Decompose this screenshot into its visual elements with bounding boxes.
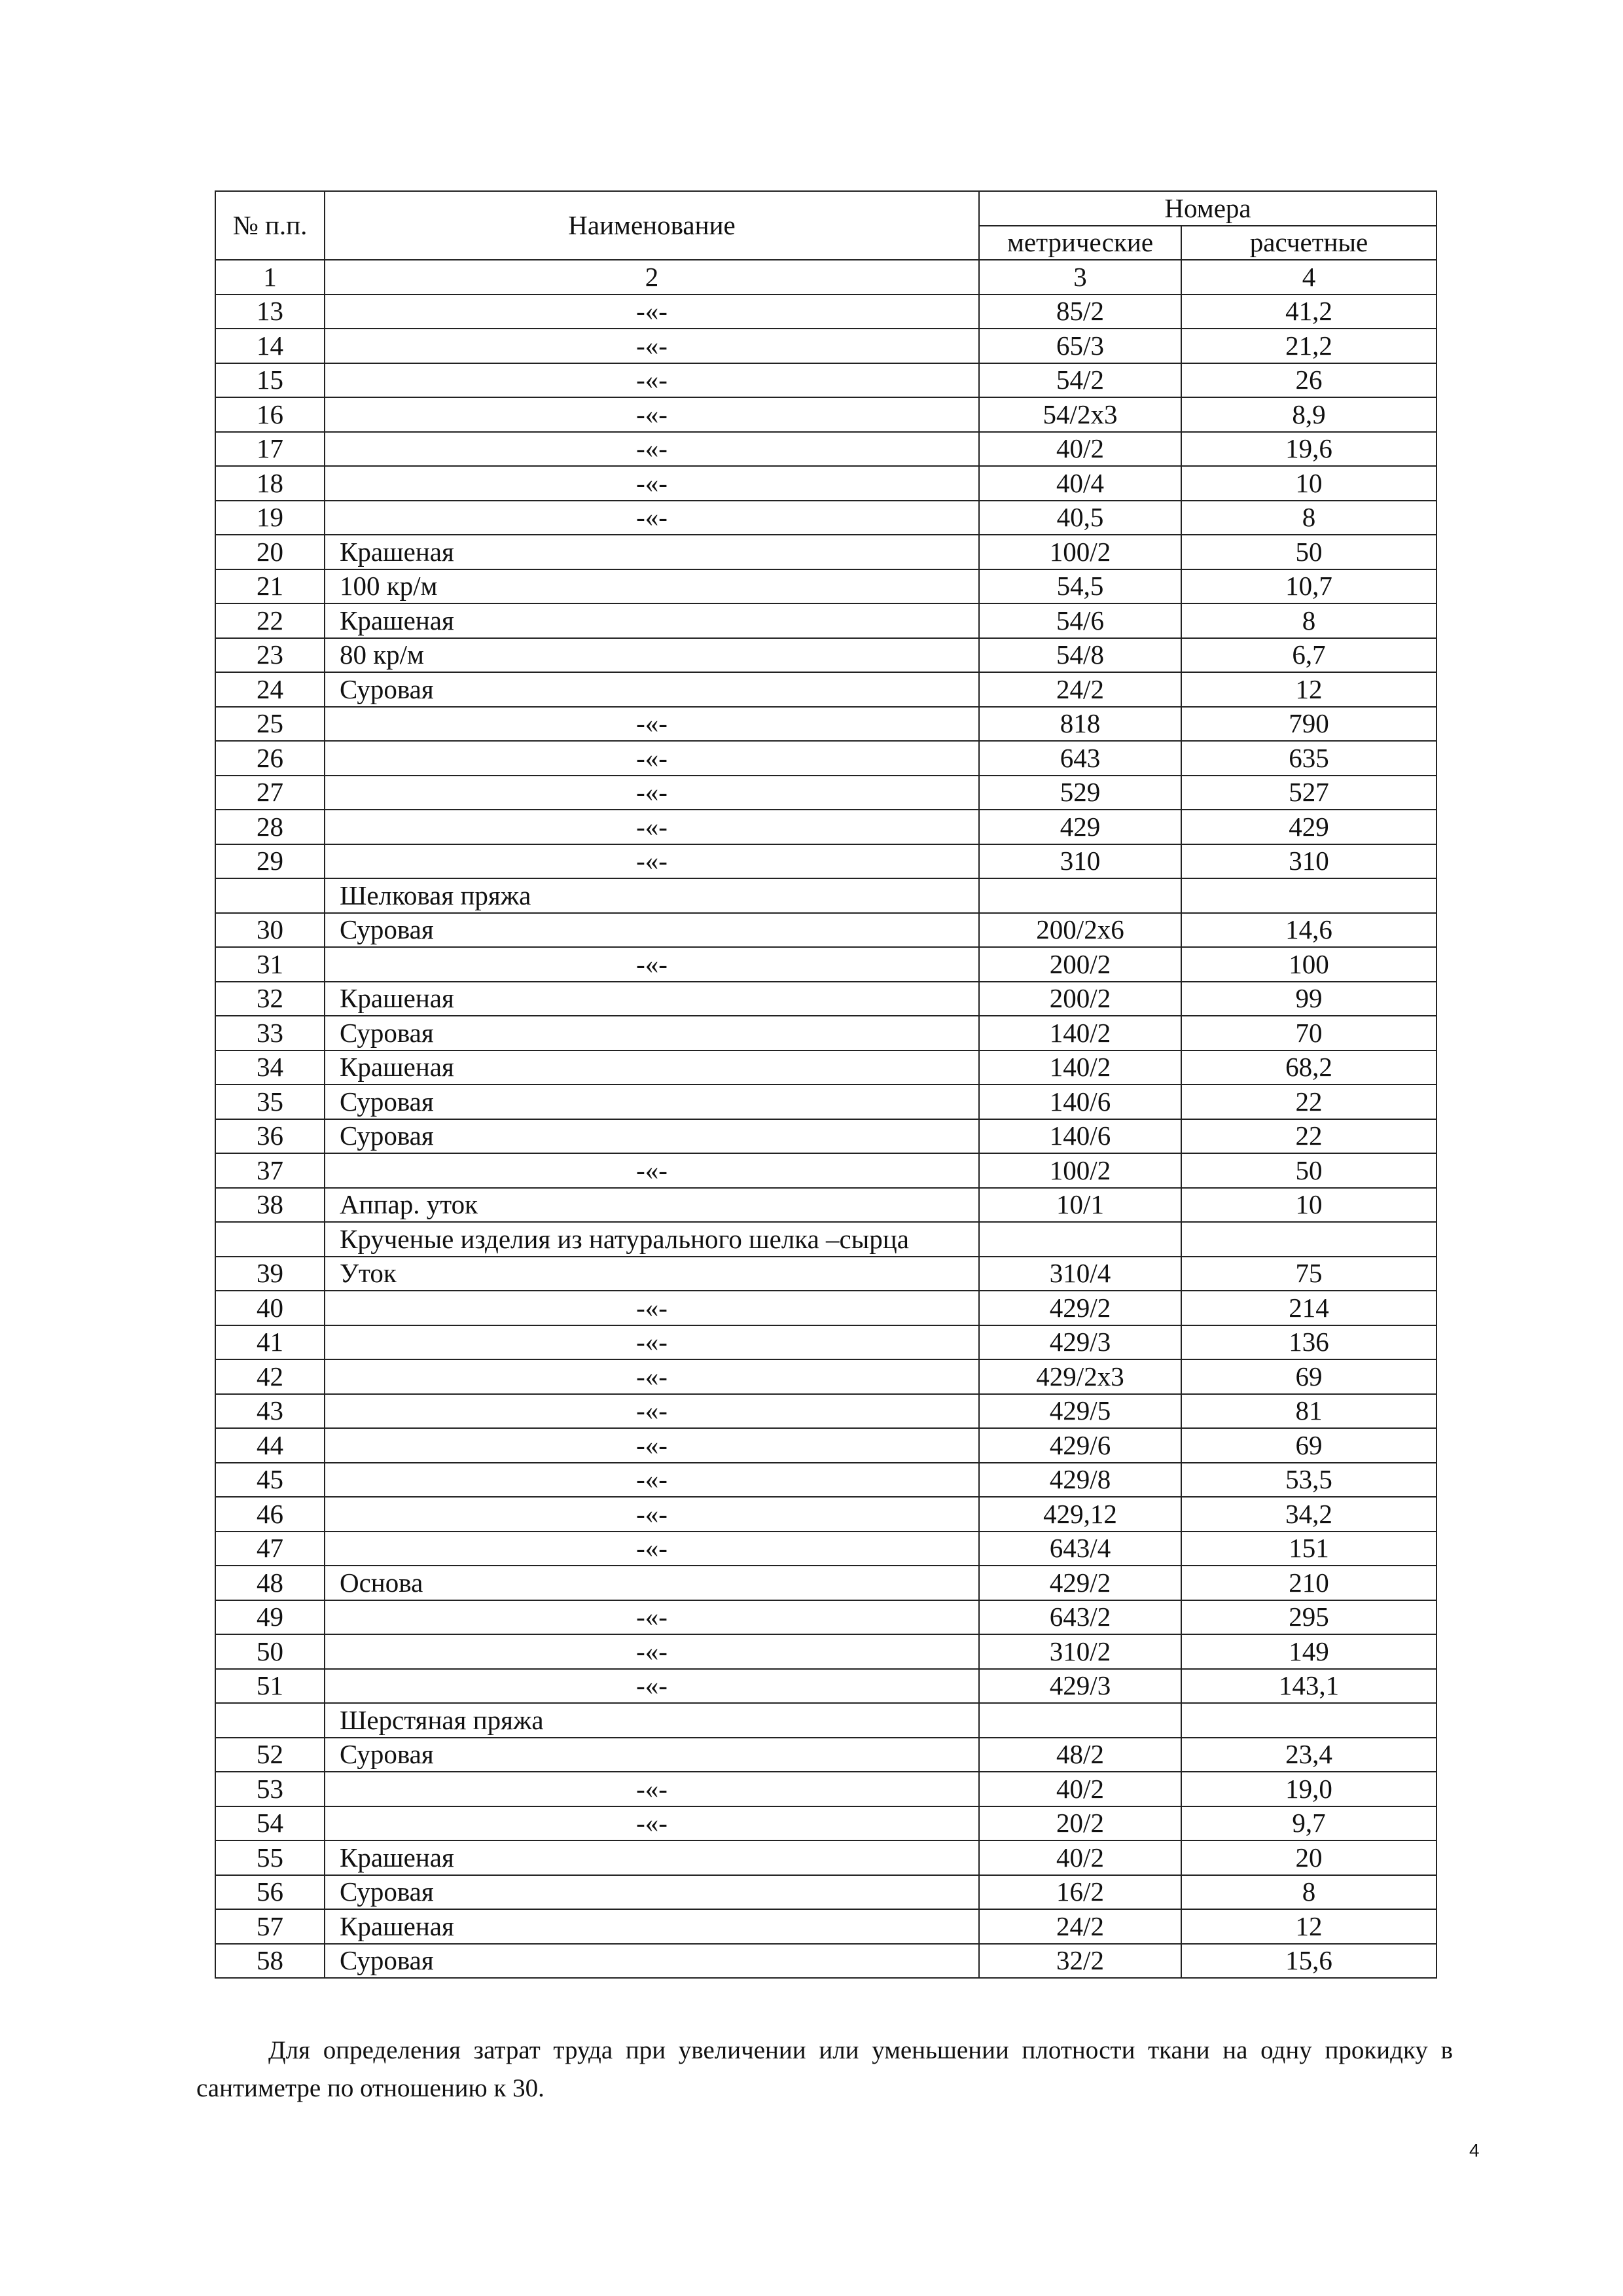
- row-calc-cell: 151: [1181, 1532, 1436, 1566]
- row-calc-cell: 143,1: [1181, 1669, 1436, 1704]
- row-metric-cell: 310/2: [979, 1634, 1181, 1669]
- row-name-cell: -«-: [325, 1772, 979, 1806]
- column-numbers-row: [215, 260, 1436, 295]
- row-number-cell: 19: [215, 501, 325, 535]
- row-number-cell: 18: [215, 466, 325, 501]
- row-name-cell: 80 кр/м: [325, 638, 979, 673]
- row-metric-cell: 429/3: [979, 1669, 1181, 1704]
- row-name-cell: -«-: [325, 1428, 979, 1463]
- table-row: [215, 707, 1436, 742]
- row-number-cell: 49: [215, 1600, 325, 1635]
- table-row: [215, 1840, 1436, 1875]
- header-numbers-group: Номера: [979, 191, 1436, 226]
- row-name-cell: -«-: [325, 1291, 979, 1325]
- row-number-cell: 26: [215, 741, 325, 776]
- row-metric-cell: 429/8: [979, 1463, 1181, 1498]
- header-row-top: [215, 191, 1436, 226]
- row-calc-cell: 70: [1181, 1016, 1436, 1050]
- row-number-cell: 37: [215, 1153, 325, 1188]
- row-calc-cell: 19,0: [1181, 1772, 1436, 1806]
- row-metric-cell: 10/1: [979, 1188, 1181, 1223]
- row-name-cell: -«-: [325, 466, 979, 501]
- table-row: [215, 1806, 1436, 1841]
- row-metric-cell: 100/2: [979, 535, 1181, 569]
- row-number-cell: 39: [215, 1257, 325, 1291]
- row-number-cell: 24: [215, 672, 325, 707]
- row-metric-cell: 140/6: [979, 1119, 1181, 1154]
- table-row: [215, 1566, 1436, 1600]
- row-calc-cell: 210: [1181, 1566, 1436, 1600]
- table-row: [215, 1634, 1436, 1669]
- row-number-cell: 48: [215, 1566, 325, 1600]
- row-name-cell: Уток: [325, 1257, 979, 1291]
- row-metric-cell: 643/4: [979, 1532, 1181, 1566]
- table-row: [215, 1188, 1436, 1223]
- table-row: [215, 1703, 1436, 1738]
- row-calc-cell: 295: [1181, 1600, 1436, 1635]
- row-metric-cell: [979, 878, 1181, 913]
- row-number-cell: 55: [215, 1840, 325, 1875]
- row-metric-cell: 24/2: [979, 672, 1181, 707]
- row-name-cell: -«-: [325, 1325, 979, 1360]
- row-name-cell: Шелковая пряжа: [325, 878, 979, 913]
- table-row: [215, 1153, 1436, 1188]
- row-calc-cell: 10: [1181, 1188, 1436, 1223]
- row-calc-cell: 12: [1181, 1909, 1436, 1944]
- row-name-cell: -«-: [325, 1634, 979, 1669]
- table-row: [215, 1875, 1436, 1910]
- row-number-cell: 34: [215, 1050, 325, 1085]
- row-name-cell: -«-: [325, 432, 979, 467]
- row-number-cell: 20: [215, 535, 325, 569]
- row-number-cell: 29: [215, 844, 325, 879]
- row-number-cell: [215, 1222, 325, 1257]
- row-calc-cell: 81: [1181, 1394, 1436, 1429]
- row-number-cell: 28: [215, 810, 325, 844]
- row-calc-cell: 214: [1181, 1291, 1436, 1325]
- row-calc-cell: 99: [1181, 982, 1436, 1016]
- row-calc-cell: 9,7: [1181, 1806, 1436, 1841]
- row-name-cell: -«-: [325, 844, 979, 879]
- row-name-cell: -«-: [325, 1669, 979, 1704]
- row-name-cell: -«-: [325, 295, 979, 329]
- row-number-cell: 32: [215, 982, 325, 1016]
- row-name-cell: -«-: [325, 1532, 979, 1566]
- row-metric-cell: 429,12: [979, 1497, 1181, 1532]
- table-row: [215, 1600, 1436, 1635]
- row-number-cell: 47: [215, 1532, 325, 1566]
- row-name-cell: -«-: [325, 1600, 979, 1635]
- column-number-4: 4: [1181, 260, 1436, 295]
- row-calc-cell: 790: [1181, 707, 1436, 742]
- row-name-cell: Суровая: [325, 1119, 979, 1154]
- row-name-cell: Суровая: [325, 913, 979, 948]
- row-calc-cell: [1181, 1703, 1436, 1738]
- row-calc-cell: 6,7: [1181, 638, 1436, 673]
- table-row: [215, 776, 1436, 810]
- row-calc-cell: 23,4: [1181, 1738, 1436, 1772]
- table-row: [215, 1325, 1436, 1360]
- row-name-cell: -«-: [325, 776, 979, 810]
- header-calc: расчетные: [1181, 226, 1436, 260]
- row-calc-cell: 8: [1181, 501, 1436, 535]
- row-calc-cell: [1181, 1222, 1436, 1257]
- row-name-cell: -«-: [325, 1497, 979, 1532]
- row-metric-cell: 40/2: [979, 1772, 1181, 1806]
- table-row: [215, 947, 1436, 982]
- row-metric-cell: 429/5: [979, 1394, 1181, 1429]
- row-metric-cell: 20/2: [979, 1806, 1181, 1841]
- row-metric-cell: 54,5: [979, 569, 1181, 604]
- row-name-cell: -«-: [325, 1806, 979, 1841]
- row-metric-cell: 54/8: [979, 638, 1181, 673]
- row-number-cell: 22: [215, 603, 325, 638]
- row-name-cell: Крашеная: [325, 603, 979, 638]
- row-number-cell: 51: [215, 1669, 325, 1704]
- row-number-cell: 23: [215, 638, 325, 673]
- table-row: [215, 535, 1436, 569]
- row-metric-cell: 65/3: [979, 329, 1181, 363]
- row-metric-cell: 429/2: [979, 1291, 1181, 1325]
- row-metric-cell: 429: [979, 810, 1181, 844]
- table-row: [215, 1085, 1436, 1119]
- row-number-cell: 21: [215, 569, 325, 604]
- row-number-cell: 45: [215, 1463, 325, 1498]
- row-number-cell: 16: [215, 397, 325, 432]
- row-metric-cell: 24/2: [979, 1909, 1181, 1944]
- row-number-cell: 58: [215, 1944, 325, 1979]
- table-row: [215, 603, 1436, 638]
- row-name-cell: -«-: [325, 363, 979, 398]
- row-name-cell: Крашеная: [325, 1909, 979, 1944]
- column-number-1: 1: [215, 260, 325, 295]
- row-metric-cell: 200/2х6: [979, 913, 1181, 948]
- row-number-cell: 40: [215, 1291, 325, 1325]
- row-metric-cell: 429/2: [979, 1566, 1181, 1600]
- row-calc-cell: 429: [1181, 810, 1436, 844]
- row-number-cell: 17: [215, 432, 325, 467]
- row-metric-cell: 429/3: [979, 1325, 1181, 1360]
- row-name-cell: Суровая: [325, 1875, 979, 1910]
- row-name-cell: Крашеная: [325, 982, 979, 1016]
- row-name-cell: -«-: [325, 1359, 979, 1394]
- row-name-cell: Шерстяная пряжа: [325, 1703, 979, 1738]
- row-number-cell: [215, 1703, 325, 1738]
- row-name-cell: -«-: [325, 501, 979, 535]
- row-number-cell: 50: [215, 1634, 325, 1669]
- row-name-cell: Крашеная: [325, 1050, 979, 1085]
- table-row: [215, 1772, 1436, 1806]
- table-row: [215, 501, 1436, 535]
- table-header: [215, 191, 1436, 295]
- row-calc-cell: 21,2: [1181, 329, 1436, 363]
- table-row: [215, 1532, 1436, 1566]
- table-row: [215, 1291, 1436, 1325]
- row-number-cell: 15: [215, 363, 325, 398]
- row-metric-cell: 54/6: [979, 603, 1181, 638]
- table-row: [215, 397, 1436, 432]
- row-number-cell: 33: [215, 1016, 325, 1050]
- row-number-cell: 54: [215, 1806, 325, 1841]
- row-metric-cell: 818: [979, 707, 1181, 742]
- row-name-cell: Крученые изделия из натурального шелка –сырца: [325, 1222, 979, 1257]
- row-metric-cell: 529: [979, 776, 1181, 810]
- row-calc-cell: 41,2: [1181, 295, 1436, 329]
- row-calc-cell: 527: [1181, 776, 1436, 810]
- row-number-cell: 46: [215, 1497, 325, 1532]
- row-calc-cell: 10: [1181, 466, 1436, 501]
- row-metric-cell: 40/4: [979, 466, 1181, 501]
- row-calc-cell: 68,2: [1181, 1050, 1436, 1085]
- row-name-cell: -«-: [325, 329, 979, 363]
- row-metric-cell: 140/2: [979, 1016, 1181, 1050]
- table-row: [215, 329, 1436, 363]
- column-number-3: 3: [979, 260, 1181, 295]
- row-calc-cell: 75: [1181, 1257, 1436, 1291]
- table-row: [215, 1359, 1436, 1394]
- table-row: [215, 1669, 1436, 1704]
- row-metric-cell: 429/6: [979, 1428, 1181, 1463]
- row-metric-cell: 40,5: [979, 501, 1181, 535]
- row-calc-cell: 22: [1181, 1119, 1436, 1154]
- table-row: [215, 363, 1436, 398]
- row-number-cell: 30: [215, 913, 325, 948]
- row-metric-cell: 48/2: [979, 1738, 1181, 1772]
- row-number-cell: 31: [215, 947, 325, 982]
- row-name-cell: -«-: [325, 397, 979, 432]
- row-name-cell: Суровая: [325, 672, 979, 707]
- row-number-cell: 36: [215, 1119, 325, 1154]
- row-metric-cell: 85/2: [979, 295, 1181, 329]
- row-name-cell: Суровая: [325, 1944, 979, 1979]
- row-number-cell: 35: [215, 1085, 325, 1119]
- row-metric-cell: 100/2: [979, 1153, 1181, 1188]
- row-name-cell: -«-: [325, 1394, 979, 1429]
- row-metric-cell: 40/2: [979, 1840, 1181, 1875]
- header-num: № п.п.: [215, 191, 325, 260]
- row-metric-cell: 54/2х3: [979, 397, 1181, 432]
- row-metric-cell: [979, 1222, 1181, 1257]
- yarn-numbers-table: [215, 190, 1437, 1979]
- row-name-cell: Основа: [325, 1566, 979, 1600]
- row-metric-cell: 54/2: [979, 363, 1181, 398]
- row-calc-cell: 310: [1181, 844, 1436, 879]
- row-calc-cell: 8: [1181, 603, 1436, 638]
- row-name-cell: -«-: [325, 947, 979, 982]
- table-row: [215, 878, 1436, 913]
- row-number-cell: 14: [215, 329, 325, 363]
- row-name-cell: Крашеная: [325, 1840, 979, 1875]
- row-metric-cell: 200/2: [979, 947, 1181, 982]
- row-number-cell: 53: [215, 1772, 325, 1806]
- row-name-cell: -«-: [325, 810, 979, 844]
- row-number-cell: 43: [215, 1394, 325, 1429]
- row-metric-cell: 310: [979, 844, 1181, 879]
- row-number-cell: 38: [215, 1188, 325, 1223]
- row-name-cell: -«-: [325, 1463, 979, 1498]
- row-calc-cell: [1181, 878, 1436, 913]
- row-calc-cell: 20: [1181, 1840, 1436, 1875]
- row-name-cell: -«-: [325, 741, 979, 776]
- row-number-cell: 41: [215, 1325, 325, 1360]
- row-number-cell: 57: [215, 1909, 325, 1944]
- table-row: [215, 672, 1436, 707]
- table-row: [215, 1222, 1436, 1257]
- row-calc-cell: 19,6: [1181, 432, 1436, 467]
- footnote-text: Для определения затрат труда при увеличении или уменьшении плотности ткани на одну прокидку в сантиметре по отношению к 30.: [196, 2036, 1453, 2102]
- footnote: [196, 2032, 1453, 2108]
- row-metric-cell: 32/2: [979, 1944, 1181, 1979]
- row-name-cell: Суровая: [325, 1016, 979, 1050]
- table-row: [215, 1944, 1436, 1979]
- row-calc-cell: 14,6: [1181, 913, 1436, 948]
- row-metric-cell: 140/2: [979, 1050, 1181, 1085]
- row-number-cell: 56: [215, 1875, 325, 1910]
- row-calc-cell: 136: [1181, 1325, 1436, 1360]
- row-number-cell: 13: [215, 295, 325, 329]
- page-number: 4: [1469, 2140, 1480, 2161]
- column-number-2: 2: [325, 260, 979, 295]
- row-metric-cell: 40/2: [979, 432, 1181, 467]
- row-name-cell: Суровая: [325, 1738, 979, 1772]
- table-row: [215, 844, 1436, 879]
- row-calc-cell: 100: [1181, 947, 1436, 982]
- table-row: [215, 638, 1436, 673]
- row-name-cell: -«-: [325, 1153, 979, 1188]
- row-calc-cell: 34,2: [1181, 1497, 1436, 1532]
- table-row: [215, 1497, 1436, 1532]
- row-number-cell: [215, 878, 325, 913]
- row-calc-cell: 12: [1181, 672, 1436, 707]
- table-row: [215, 1738, 1436, 1772]
- row-calc-cell: 50: [1181, 1153, 1436, 1188]
- table-row: [215, 295, 1436, 329]
- data-table-container: [215, 190, 1436, 1979]
- row-calc-cell: 635: [1181, 741, 1436, 776]
- table-row: [215, 466, 1436, 501]
- table-row: [215, 1119, 1436, 1154]
- table-row: [215, 741, 1436, 776]
- table-row: [215, 1394, 1436, 1429]
- row-metric-cell: 140/6: [979, 1085, 1181, 1119]
- row-calc-cell: 22: [1181, 1085, 1436, 1119]
- table-row: [215, 432, 1436, 467]
- table-body: [215, 295, 1436, 1979]
- row-calc-cell: 26: [1181, 363, 1436, 398]
- row-metric-cell: [979, 1703, 1181, 1738]
- row-calc-cell: 15,6: [1181, 1944, 1436, 1979]
- row-calc-cell: 8: [1181, 1875, 1436, 1910]
- table-row: [215, 1463, 1436, 1498]
- row-number-cell: 42: [215, 1359, 325, 1394]
- table-row: [215, 569, 1436, 604]
- row-calc-cell: 50: [1181, 535, 1436, 569]
- table-row: [215, 1909, 1436, 1944]
- row-calc-cell: 10,7: [1181, 569, 1436, 604]
- row-calc-cell: 69: [1181, 1359, 1436, 1394]
- row-metric-cell: 429/2х3: [979, 1359, 1181, 1394]
- row-calc-cell: 149: [1181, 1634, 1436, 1669]
- table-row: [215, 1016, 1436, 1050]
- row-metric-cell: 16/2: [979, 1875, 1181, 1910]
- row-metric-cell: 310/4: [979, 1257, 1181, 1291]
- row-metric-cell: 643: [979, 741, 1181, 776]
- header-metric: метрические: [979, 226, 1181, 260]
- row-calc-cell: 53,5: [1181, 1463, 1436, 1498]
- row-calc-cell: 69: [1181, 1428, 1436, 1463]
- row-calc-cell: 8,9: [1181, 397, 1436, 432]
- table-row: [215, 1257, 1436, 1291]
- row-number-cell: 25: [215, 707, 325, 742]
- table-row: [215, 1428, 1436, 1463]
- row-name-cell: -«-: [325, 707, 979, 742]
- row-number-cell: 44: [215, 1428, 325, 1463]
- row-metric-cell: 643/2: [979, 1600, 1181, 1635]
- table-row: [215, 982, 1436, 1016]
- table-row: [215, 810, 1436, 844]
- header-name: Наименование: [325, 191, 979, 260]
- table-row: [215, 1050, 1436, 1085]
- row-number-cell: 52: [215, 1738, 325, 1772]
- row-name-cell: Аппар. уток: [325, 1188, 979, 1223]
- row-metric-cell: 200/2: [979, 982, 1181, 1016]
- row-name-cell: Крашеная: [325, 535, 979, 569]
- row-name-cell: 100 кр/м: [325, 569, 979, 604]
- row-name-cell: Суровая: [325, 1085, 979, 1119]
- row-number-cell: 27: [215, 776, 325, 810]
- table-row: [215, 913, 1436, 948]
